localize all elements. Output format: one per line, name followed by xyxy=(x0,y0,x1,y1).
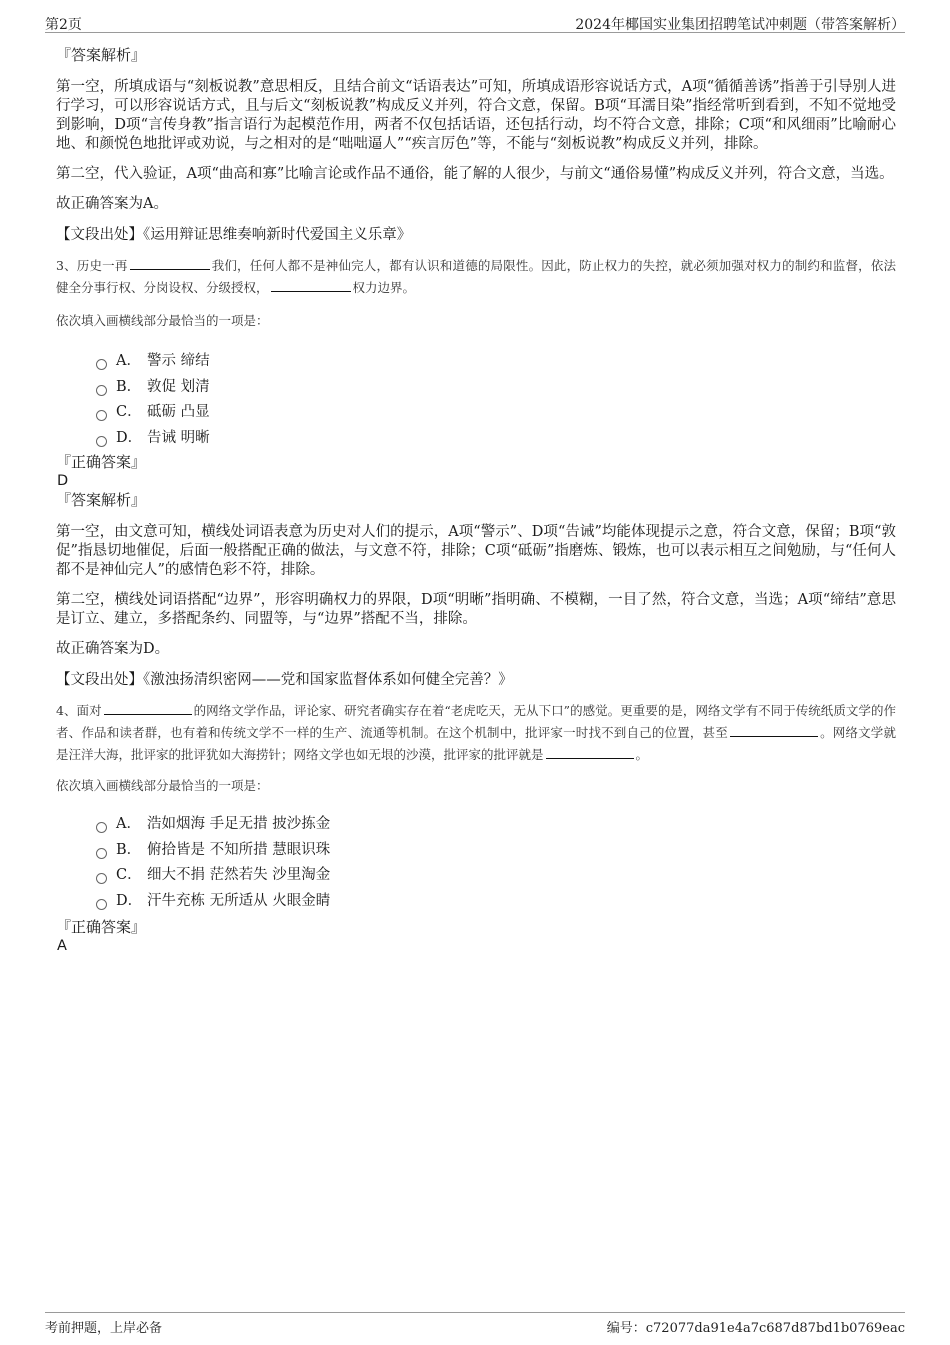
radio-icon[interactable] xyxy=(96,873,107,884)
q3-question-text: 3、历史一再 我们，任何人都不是神仙完人，都有认识和道德的局限性。因此，防止权力的失控，就必须加强对权力的制约和监督，依法健全分事行权、分岗设权、分级授权， 权力边界。 xyxy=(56,258,896,295)
q3-option-a[interactable]: A． 警示 缔结 xyxy=(96,349,896,375)
q4-blank-2 xyxy=(730,724,818,737)
document-title: 2024年椰国实业集团招聘笔试冲刺题（带答案解析） xyxy=(575,17,905,33)
q3-analysis-label: 『答案解析』 xyxy=(56,491,147,509)
q3-source: 【文段出处】《激浊扬清织密网——党和国家监督体系如何健全完善？》 xyxy=(56,672,513,688)
page-header xyxy=(45,10,905,33)
q2-analysis-paragraph-1: 第一空，所填成语与“刻板说教”意思相反，且结合前文“话语表达”可知，所填成语形容说话方式，A项“循循善诱”指善于引导别人进行学习，可以形容说话方式，且与后文“刻板说教”构成反义并列，符合文意，保留。B项“耳濡目染”指经常听到看到，不知不觉地受到影响，D项“言传身教”指言语行为起模范作用，两者不仅包括话语，还包括行动，均不符合文意，排除；C项“和风细雨”比喻耐心地、和颜悦色地批评或劝说，与之相对的是“咄咄逼人”“疾言厉色”等，不能与“刻板说教”构成反义并列，排除。 xyxy=(56,79,896,152)
footer-slogan: 考前押题，上岸必备 xyxy=(45,1321,163,1336)
q4-blank-1 xyxy=(104,702,192,715)
q3-options xyxy=(56,349,896,451)
page-footer xyxy=(45,1312,905,1337)
q3-analysis-paragraph-2: 第二空，横线处词语搭配“边界”，形容明确权力的界限，D项“明晰”指明确、不模糊，一目了然，符合文意，当选；A项“缔结”意思是订立、建立，多搭配条约、同盟等，与“边界”搭配不当，排除。 xyxy=(56,592,896,627)
q3-instruction: 依次填入画横线部分最恰当的一项是： xyxy=(56,313,269,328)
q2-conclusion: 故正确答案为A。 xyxy=(56,196,168,212)
q4-option-b[interactable]: B． 俯拾皆是 不知所措 慧眼识珠 xyxy=(96,838,896,864)
radio-icon[interactable] xyxy=(96,822,107,833)
q3-analysis-paragraph-1: 第一空，由文意可知，横线处词语表意为历史对人们的提示，A项“警示”、D项“告诫”均能体现提示之意，符合文意，保留；B项“敦促”指恳切地催促，后面一般搭配正确的做法，与文意不符，排除；C项“砥砺”指磨炼、锻炼，也可以表示相互之间勉励，与“任何人都不是神仙完人”的感情色彩不符，排除。 xyxy=(56,524,896,578)
q3-blank-1 xyxy=(130,257,210,270)
q4-options xyxy=(56,812,896,914)
q4-option-c[interactable]: C． 细大不捐 茫然若失 沙里淘金 xyxy=(96,863,896,889)
q3-answer-label: 『正确答案』 xyxy=(56,453,147,471)
radio-icon[interactable] xyxy=(96,359,107,370)
q4-answer: A xyxy=(57,938,67,954)
q3-blank-2 xyxy=(271,279,351,292)
q3-option-d[interactable]: D． 告诫 明晰 xyxy=(96,426,896,452)
q4-question-text: 4、面对 的网络文学作品，评论家、研究者确实存在着“老虎吃天，无从下口”的感觉。更重要的是，网络文学有不同于传统纸质文学的作者、作品和读者群，也有着和传统文学不一样的生产、流通等机制。在这个机制中，批评家一时找不到自己的位置，甚至 。网络文学就是汪洋大海，批评家的批评犹如大海捞针；网络文学也如无垠的沙漠，批评家的批评就是 。 xyxy=(56,703,896,762)
radio-icon[interactable] xyxy=(96,848,107,859)
document-body xyxy=(56,46,896,956)
q4-instruction: 依次填入画横线部分最恰当的一项是： xyxy=(56,778,269,793)
q4-option-d[interactable]: D． 汗牛充栋 无所适从 火眼金睛 xyxy=(96,889,896,915)
q2-analysis-paragraph-2: 第二空，代入验证，A项“曲高和寡”比喻言论或作品不通俗，能了解的人很少，与前文“通俗易懂”构成反义并列，符合文意，当选。 xyxy=(56,166,894,182)
q4-answer-label: 『正确答案』 xyxy=(56,918,147,936)
q2-source: 【文段出处】《运用辩证思维奏响新时代爱国主义乐章》 xyxy=(56,227,412,243)
radio-icon[interactable] xyxy=(96,385,107,396)
q3-option-c[interactable]: C． 砥砺 凸显 xyxy=(96,400,896,426)
q3-option-b[interactable]: B． 敦促 划清 xyxy=(96,375,896,401)
radio-icon[interactable] xyxy=(96,410,107,421)
q3-answer: D xyxy=(57,473,69,489)
q4-blank-3 xyxy=(546,746,634,759)
page-number: 第2页 xyxy=(45,17,82,33)
radio-icon[interactable] xyxy=(96,899,107,910)
document-code: 编号：c72077da91e4a7c687d87bd1b0769eac xyxy=(606,1321,905,1336)
q2-analysis-label: 『答案解析』 xyxy=(56,46,147,64)
q4-option-a[interactable]: A． 浩如烟海 手足无措 披沙拣金 xyxy=(96,812,896,838)
q3-conclusion: 故正确答案为D。 xyxy=(56,641,170,657)
radio-icon[interactable] xyxy=(96,436,107,447)
